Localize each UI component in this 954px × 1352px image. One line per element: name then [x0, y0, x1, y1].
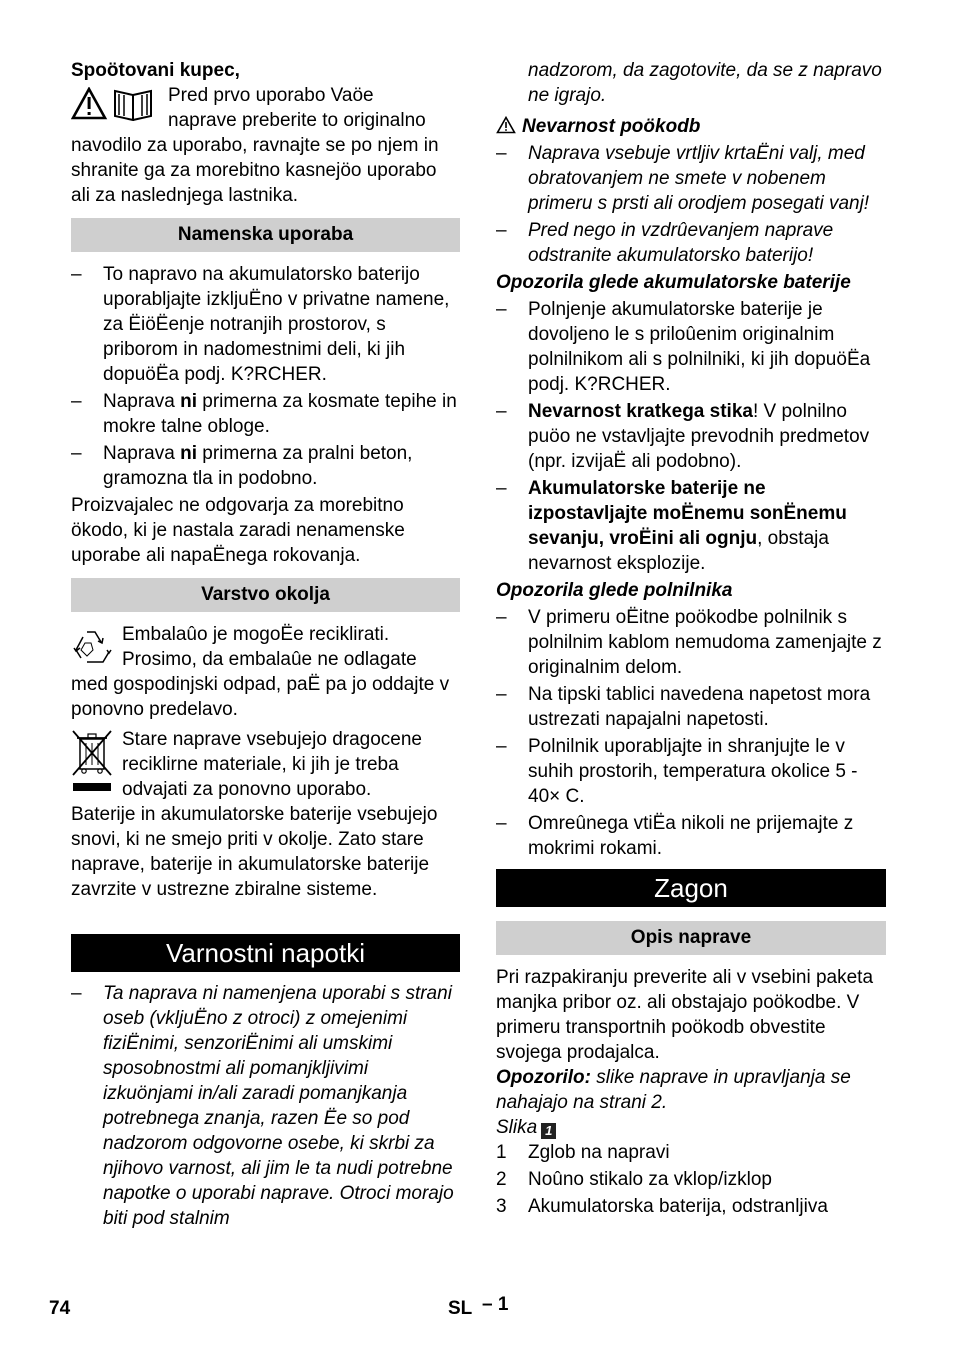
- dash-marker: –: [496, 401, 507, 422]
- injury-heading: Nevarnost poökodb: [496, 114, 886, 139]
- list-item: – To napravo na akumulatorsko baterijo uporabljajte izkljuËno v privatne namene, za ËiöËenje notranjih prostorov, s priborom in nadomestnimi deli, ki jih dopuöËa podj. K?RCHER.: [71, 264, 450, 385]
- item-number: 2: [496, 1169, 507, 1190]
- list-item: – V primeru oËitne poökodbe polnilnik s polnilnim kablom nemudoma zamenjajte z originalnim delom.: [496, 607, 882, 678]
- weee-line-1: Stare naprave vsebujejo dragocene: [122, 729, 422, 750]
- unpack-text: Pri razpakiranju preverite ali v vsebini paketa manjka pribor oz. ali obstajajo poökodbe. V primeru transportnih poökodb obvestite svojega prodajalca.: [496, 967, 874, 1063]
- safety-continuation: nadzorom, da zagotovite, da se z napravo ne igrajo.: [528, 60, 882, 106]
- liability-text: Proizvajalec ne odgovarja za morebitno ökodo, ki je nastala zaradi nenamenske uporabe ali napaËnega rokovanja.: [71, 495, 405, 566]
- section-intended-use: Namenska uporaba: [71, 218, 460, 252]
- section-start: Zagon: [496, 869, 886, 907]
- dash-marker: –: [496, 813, 507, 834]
- section-safety: Varnostni napotki: [71, 934, 460, 972]
- list-item: – Polnjenje akumulatorske baterije je dovoljeno le s priloûenim originalnim polnilnikom ali s polnilniki, ki jih dopuöËa podj. K?RCHER.: [496, 299, 871, 395]
- battery-heading: Opozorila glede akumulatorske baterije: [496, 272, 851, 293]
- warning-manual-icon: [71, 87, 159, 121]
- figure-number-badge: 1: [541, 1123, 556, 1139]
- dash-marker: –: [496, 736, 507, 757]
- list-item: – Pred nego in vzdrûevanjem naprave odstranite akumulatorsko baterijo!: [496, 220, 834, 266]
- dash-marker: –: [71, 391, 82, 412]
- recycle-line-2: Prosimo, da embalaûe ne odlagate: [122, 649, 417, 670]
- charger-heading: Opozorila glede polnilnika: [496, 580, 733, 601]
- weee-text: Baterije in akumulatorske baterije vsebujejo snovi, ki ne smejo priti v okolje. Zato stare naprave, baterije in akumulatorske baterije zavrzite v ustrezne zbiralne sisteme.: [71, 804, 438, 900]
- crossed-bin-icon: [71, 729, 113, 795]
- note-text: Opozorilo: slike naprave in upravljanja se nahajajo na strani 2.: [496, 1067, 851, 1113]
- list-item: – Akumulatorske baterije ne izpostavljajte moËnemu sonËnemu sevanju, vroËini ali ognju, obstaja nevarnost eksplozije.: [496, 478, 847, 574]
- recycle-line-1: Embalaûo je mogoËe reciklirati.: [122, 624, 390, 645]
- recycle-block: [71, 622, 460, 672]
- weee-block: [71, 727, 460, 802]
- dash-marker: –: [496, 607, 507, 628]
- greeting: Spoötovani kupec,: [71, 60, 240, 81]
- intro-text: navodilo za uporabo, ravnajte se po njem in shranite ga za morebitno kasnejöo uporabo ali za naslednjega lastnika.: [71, 135, 439, 206]
- list-item: 3 Akumulatorska baterija, odstranljiva: [496, 1196, 828, 1217]
- intro-block: [71, 83, 460, 133]
- list-item: – Nevarnost kratkega stika! V polnilno puöo ne vstavljajte prevodnih predmetov (npr. izvijaË ali podobno).: [496, 401, 870, 472]
- list-item: – Ta naprava ni namenjena uporabi s strani oseb (vkljuËno z otroci) z omejenimi fiziËnimi, senzoriËnimi ali umskimi sposobnostmi ali pomanjkljivimi izkuönjami in/ali zaradi pomanjkanja potrebnega znanja, razen Ëe so pod nadzorom odgovorne osebe, ki skrbi za njihovo varnost, ali jim le ta nudi potrebne napotke o uporabi naprave. Otroci morajo biti pod stalnim: [71, 983, 454, 1229]
- item-number: 3: [496, 1196, 507, 1217]
- left-column: [71, 58, 460, 1233]
- dash-marker: –: [496, 143, 507, 164]
- list-item: – Polnilnik uporabljajte in shranjujte le v suhih prostorih, temperatura okolice 5 - 40× C.: [496, 736, 858, 807]
- recycle-text: med gospodinjski odpad, paË pa jo oddajte v ponovno predelavo.: [71, 674, 450, 720]
- dash-marker: –: [496, 220, 507, 241]
- list-item: 1 Zglob na napravi: [496, 1142, 670, 1163]
- weee-line-2: reciklirne materiale, ki jih je treba: [122, 754, 399, 775]
- intended-list: [71, 262, 460, 491]
- recycle-icon: [71, 628, 115, 668]
- weee-line-3: odvajati za ponovno uporabo.: [122, 779, 372, 800]
- dash-marker: –: [496, 684, 507, 705]
- list-item: – Naprava ni primerna za pralni beton, gramozna tla in podobno.: [71, 443, 413, 489]
- list-item: – Omreûnega vtiËa nikoli ne prijemajte z mokrimi rokami.: [496, 813, 854, 859]
- intro-line-2: naprave preberite to originalno: [168, 110, 426, 131]
- section-environment: Varstvo okolja: [71, 578, 460, 612]
- parts-list: [496, 1140, 886, 1219]
- warning-icon: [496, 116, 516, 134]
- intro-line-1: Pred prvo uporabo Vaöe: [168, 85, 374, 106]
- right-column: [496, 58, 886, 1219]
- list-item: – Naprava vsebuje vrtljiv krtaËni valj, med obratovanjem ne smete v nobenem primeru s prsti ali orodjem posegati vanj!: [496, 143, 870, 214]
- dash-marker: –: [496, 299, 507, 320]
- list-item: 2 Noûno stikalo za vklop/izklop: [496, 1169, 772, 1190]
- item-number: 1: [496, 1142, 507, 1163]
- page-number: 74: [49, 1298, 71, 1319]
- dash-marker: –: [71, 983, 82, 1004]
- figure-ref: Slika 1: [496, 1115, 886, 1140]
- dash-marker: –: [71, 264, 82, 285]
- section-page-number: – 1: [482, 1294, 509, 1315]
- list-item: – Na tipski tablici navedena napetost mora ustrezati napajalni napetosti.: [496, 684, 871, 730]
- dash-marker: –: [496, 478, 507, 499]
- language-code: SL: [448, 1298, 473, 1319]
- section-device-description: Opis naprave: [496, 921, 886, 955]
- dash-marker: –: [71, 443, 82, 464]
- list-item: – Naprava ni primerna za kosmate tepihe in mokre talne obloge.: [71, 391, 457, 437]
